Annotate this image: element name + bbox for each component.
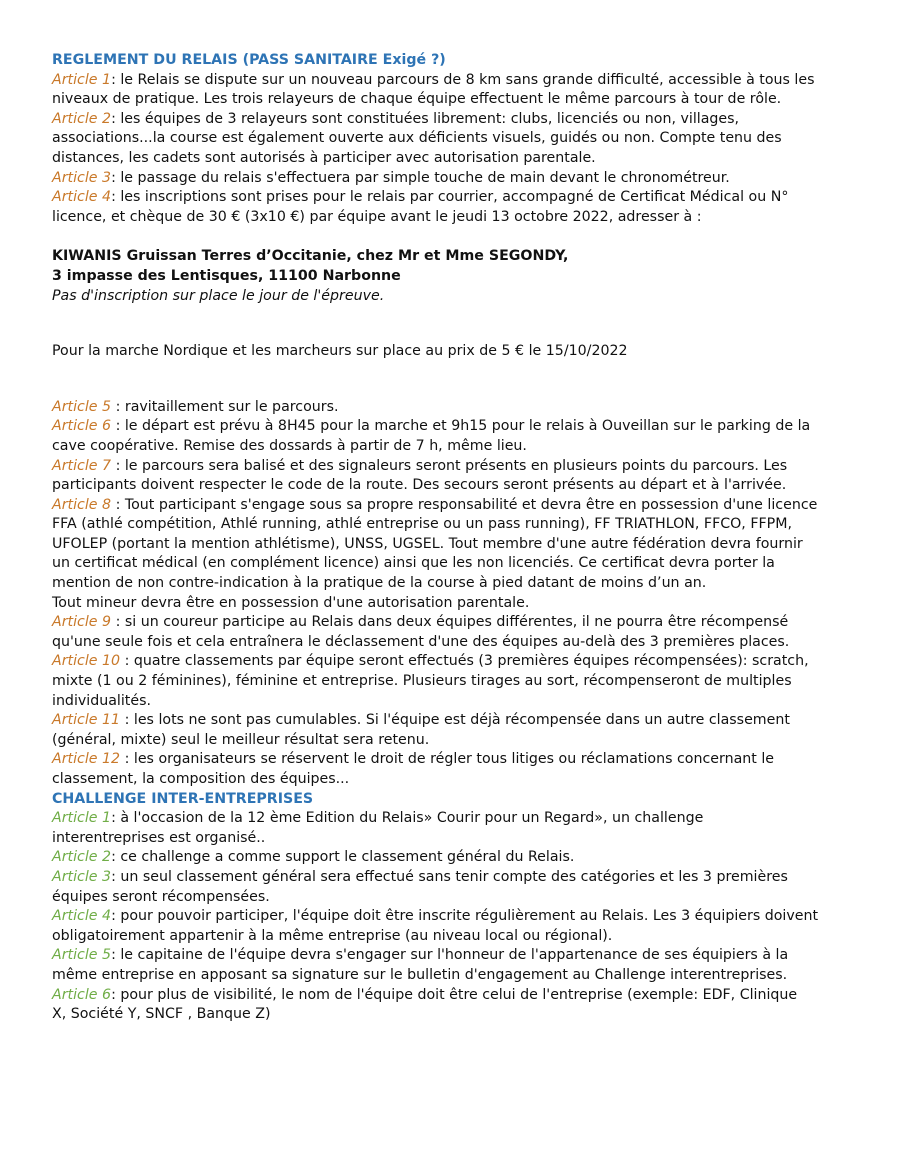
article-text: : ravitaillement sur le parcours. (111, 398, 339, 415)
relais-heading: REGLEMENT DU RELAIS (PASS SANITAIRE Exigé ?) (52, 52, 446, 68)
relais-article-10 (52, 652, 852, 711)
article-text: Tout mineur devra être en possession d'une autorisation parentale. (52, 594, 530, 611)
article-text: un certificat médical (en complément licence) ainsi que les non licenciés. Ce certificat devra porter la (52, 555, 775, 572)
article-label: Article 1 (52, 810, 112, 827)
article-label: Article 11 (52, 712, 121, 729)
article-text: X, Société Y, SNCF , Banque Z) (52, 1006, 271, 1023)
article-text: équipes seront récompensées. (52, 888, 270, 905)
document-body (52, 51, 852, 1025)
article-label: Article 9 (52, 614, 112, 631)
article-label: Article 2 (52, 110, 112, 127)
challenge-article-1 (52, 809, 852, 848)
article-text: qu'une seule fois et cela entraînera le déclassement d'une des équipes au-delà des 3 premières places. (52, 633, 790, 650)
article-label: Article 4 (52, 189, 112, 206)
article-text: : un seul classement général sera effectué sans tenir compte des catégories et les 3 premières (111, 868, 788, 885)
article-text: : les équipes de 3 relayeurs sont constituées librement: clubs, licenciés ou non, villages, (111, 110, 740, 127)
article-label: Article 4 (52, 908, 112, 925)
article-text: participants doivent respecter le code de la route. Des secours seront présents au départ et à l'arrivée. (52, 477, 787, 494)
article-label: Article 1 (52, 71, 112, 88)
challenge-article-5 (52, 946, 852, 985)
article-label: Article 8 (52, 496, 112, 513)
article-label: Article 5 (52, 947, 112, 964)
address-line: KIWANIS Gruissan Terres d’Occitanie, chez Mr et Mme SEGONDY, (52, 248, 569, 265)
article-text: cave coopérative. Remise des dossards à partir de 7 h, même lieu. (52, 437, 527, 454)
relais-article-2 (52, 110, 852, 169)
relais-article-7 (52, 457, 852, 496)
article-text: : quatre classements par équipe seront effectués (3 premières équipes récompensées): scratch, (120, 653, 809, 670)
article-label: Article 6 (52, 418, 112, 435)
article-text: classement, la composition des équipes... (52, 771, 350, 787)
article-text: interentreprises est organisé.. (52, 829, 266, 846)
article-label: Article 5 (52, 398, 112, 415)
article-text: associations...la course est également ouverte aux déficients visuels, guidés ou non. Compte tenu des (52, 130, 782, 147)
relais-article-8 (52, 496, 852, 614)
article-text: niveaux de pratique. Les trois relayeurs de chaque équipe effectuent le même parcours à tour de rôle. (52, 91, 782, 108)
article-label: Article 12 (52, 751, 121, 768)
article-text: (général, mixte) seul le meilleur résultat sera retenu. (52, 731, 430, 748)
relais-article-9 (52, 613, 852, 652)
relais-article-4 (52, 188, 852, 227)
article-label: Article 10 (52, 653, 121, 670)
article-text: mention de non contre-indication à la pratique de la course à pied datant de moins d’un an. (52, 575, 707, 592)
article-label: Article 3 (52, 868, 112, 885)
article-label: Article 7 (52, 457, 112, 474)
article-text: : à l'occasion de la 12 ème Edition du Relais» Courir pour un Regard», un challenge (111, 810, 704, 827)
article-text: : les inscriptions sont prises pour le relais par courrier, accompagné de Certificat Médical ou N° (111, 189, 789, 206)
postal-address (52, 247, 852, 286)
challenge-article-3 (52, 868, 852, 907)
article-text: mixte (1 ou 2 féminines), féminine et entreprise. Plusieurs tirages au sort, récompenseront de multiples (52, 673, 792, 690)
relais-article-12 (52, 750, 852, 789)
article-text: obligatoirement appartenir à la même entreprise (au niveau local ou régional). (52, 927, 613, 944)
address-line: 3 impasse des Lentisques, 11100 Narbonne (52, 267, 401, 284)
article-text: : si un coureur participe au Relais dans deux équipes différentes, il ne pourra être récompensé (111, 614, 789, 631)
challenge-heading: CHALLENGE INTER-ENTREPRISES (52, 790, 314, 807)
article-text: : le capitaine de l'équipe devra s'engager sur l'honneur de l'appartenance de ses équipiers à la (111, 947, 789, 964)
no-onsite-note: Pas d'inscription sur place le jour de l'épreuve. (52, 287, 385, 304)
article-label: Article 2 (52, 849, 112, 866)
relais-article-1 (52, 71, 852, 110)
article-text: individualités. (52, 692, 151, 709)
article-text: UFOLEP (portant la mention athlétisme), UNSS, UGSEL. Tout membre d'une autre fédération devra fournir (52, 535, 803, 552)
article-text: : Tout participant s'engage sous sa propre responsabilité et devra être en possession d'une licence (111, 496, 818, 513)
relais-article-11 (52, 711, 852, 750)
relais-article-3 (52, 169, 852, 189)
nordic-walk-note: Pour la marche Nordique et les marcheurs sur place au prix de 5 € le 15/10/2022 (52, 343, 628, 360)
article-text: : le Relais se dispute sur un nouveau parcours de 8 km sans grande difficulté, accessible à tous les (111, 71, 815, 88)
article-text: : ce challenge a comme support le classement général du Relais. (111, 849, 575, 866)
article-label: Article 6 (52, 986, 112, 1003)
relais-article-5 (52, 398, 852, 418)
challenge-article-4 (52, 907, 852, 946)
relais-article-6 (52, 417, 852, 456)
article-text: même entreprise en apposant sa signature sur le bulletin d'engagement au Challenge interentreprises. (52, 966, 788, 983)
article-text: : le parcours sera balisé et des signaleurs seront présents en plusieurs points du parcours. Les (111, 457, 788, 474)
article-text: : les lots ne sont pas cumulables. Si l'équipe est déjà récompensée dans un autre classement (120, 712, 790, 729)
article-text: distances, les cadets sont autorisés à participer avec autorisation parentale. (52, 149, 596, 166)
article-label: Article 3 (52, 169, 112, 186)
article-text: : pour plus de visibilité, le nom de l'équipe doit être celui de l'entreprise (exemple: EDF, Clinique (111, 986, 798, 1003)
article-text: : le passage du relais s'effectuera par simple touche de main devant le chronométreur. (111, 169, 730, 186)
challenge-article-2 (52, 848, 852, 868)
article-text: : pour pouvoir participer, l'équipe doit être inscrite régulièrement au Relais. Les 3 équipiers doivent (111, 908, 819, 925)
article-text: licence, et chèque de 30 € (3x10 €) par équipe avant le jeudi 13 octobre 2022, adresser à : (52, 208, 702, 225)
article-text: FFA (athlé compétition, Athlé running, athlé entreprise ou un pass running), FF TRIATHLON, FFCO, FFPM, (52, 516, 792, 533)
article-text: : le départ est prévu à 8H45 pour la marche et 9h15 pour le relais à Ouveillan sur le parking de la (111, 418, 811, 435)
challenge-article-6 (52, 986, 852, 1025)
article-text: : les organisateurs se réservent le droit de régler tous litiges ou réclamations concernant le (120, 751, 775, 768)
